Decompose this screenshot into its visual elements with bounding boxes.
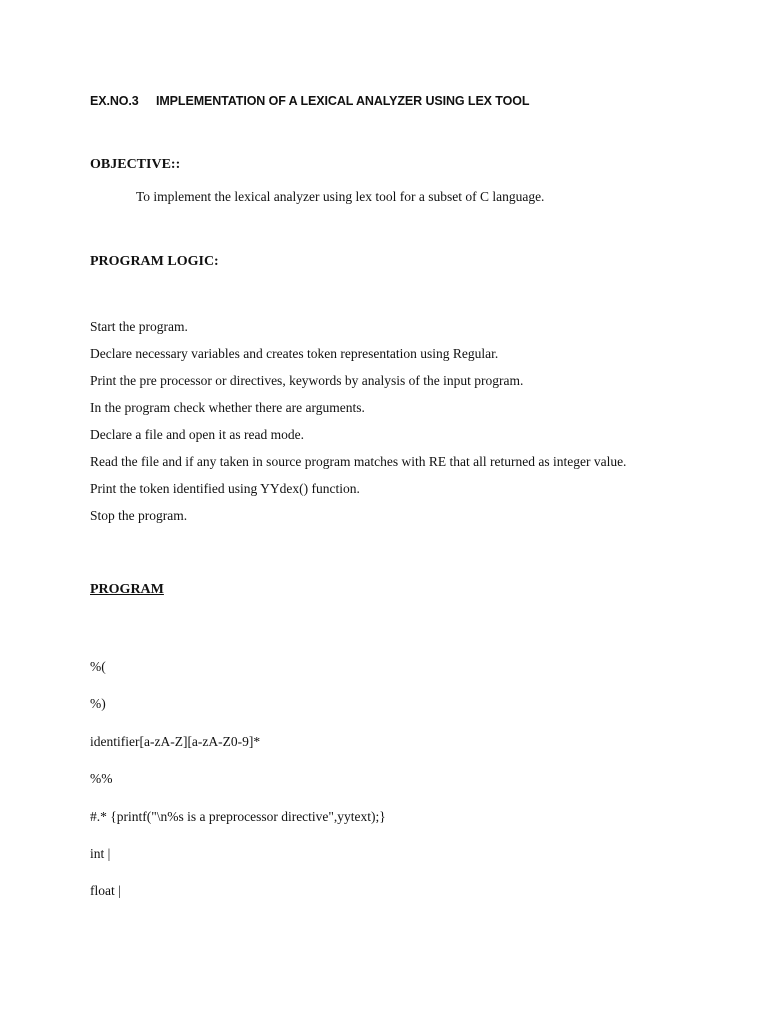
objective-text: To implement the lexical analyzer using lex tool for a subset of C language. [136, 189, 545, 204]
logic-step: Print the pre processor or directives, keywords by analysis of the input program. [90, 373, 524, 388]
exercise-number: EX.NO.3 [90, 94, 139, 108]
code-line: %) [90, 696, 106, 712]
logic-step: Start the program. [90, 319, 188, 334]
program-logic-steps [90, 318, 626, 534]
program-heading: PROGRAM [90, 582, 164, 597]
document-title: IMPLEMENTATION OF A LEXICAL ANALYZER USING LEX TOOL [156, 94, 530, 108]
logic-step: Declare a file and open it as read mode. [90, 427, 305, 442]
logic-step: Declare necessary variables and creates token representation using Regular. [90, 346, 499, 361]
code-line: %( [90, 659, 106, 674]
objective-heading: OBJECTIVE:: [90, 157, 181, 172]
code-line: float | [90, 883, 121, 899]
code-line: int | [90, 845, 111, 861]
program-logic-heading: PROGRAM LOGIC: [90, 254, 219, 269]
program-code [90, 658, 386, 920]
code-line: identifier[a-zA-Z][a-zA-Z0-9]* [90, 733, 261, 749]
logic-step: Print the token identified using YYdex() function. [90, 481, 360, 496]
code-line: %% [90, 771, 113, 787]
logic-step: In the program check whether there are arguments. [90, 400, 365, 415]
code-line: #.* {printf("\n%s is a preprocessor directive",yytext);} [90, 808, 386, 824]
logic-step: Stop the program. [90, 508, 188, 523]
logic-step: Read the file and if any taken in source program matches with RE that all returned as integer value. [90, 454, 627, 469]
